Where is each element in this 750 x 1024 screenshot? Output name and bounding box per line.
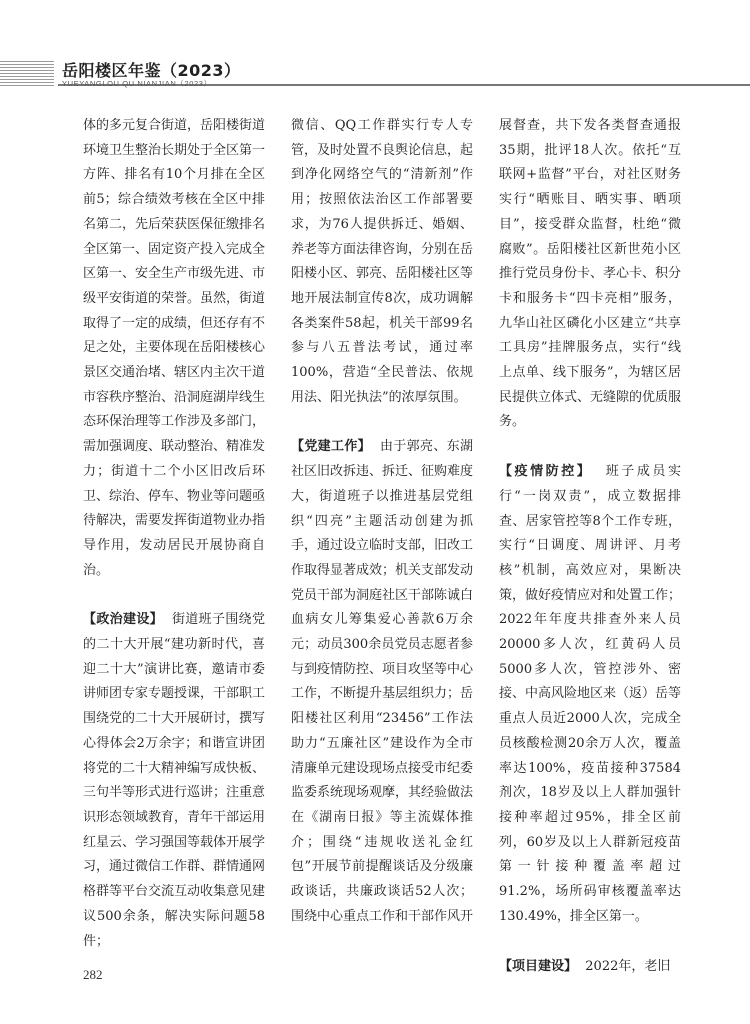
running-head-subtitle: YUEYANGLOU QU NIANJIAN（2023） (62, 79, 212, 88)
paragraph (291, 114, 473, 410)
paragraph (499, 114, 681, 435)
text-column-2 (291, 114, 473, 930)
paragraph-text: 由于郭亮、东湖社区旧改拆违、拆迁、征购难度大，街道班子以推进基层党组织“四亮”主题活动创建为抓手，通过设立临时支部，旧改工作取得显著成效；机关支部发动党员干部为洞庭社区干部陈诚白血病女儿筹集爱心善款6万余元；动员300余员党员志愿者参与到疫情防控、项目攻坚等中心工作，不断提升基层组织力；岳阳楼社区利用“23456”工作法助力“五廉社区”建设作为全市清廉单元建设现场点接受市纪委监委系统现场观摩，其经验做法在《湖南日报》等主流媒体推介；围绕“违规收送礼金红包”开展节前提醒谈话及分级廉政谈话，共廉政谈话52人次；围绕中心重点工作和干部作风开 (291, 439, 474, 924)
paragraph-text: 街道班子围绕党的二十大开展“建功新时代，喜迎二十大”演讲比赛，邀请市委讲师团专家专题授课，干部职工围绕党的二十大开展研讨，撰写心得体会2万余字；和谐宣讲团将党的二十大精神编写成快板、三句半等形式进行巡讲；注重意识形态领域教育，青年干部运用红星云、学习强国等载体开展学习，通过微信工作群、群情通网格群等平台交流互动收集意见建议500余条，解决实际问题58件； (83, 612, 266, 949)
paragraph-text: 2022年，老旧 (585, 958, 671, 974)
running-head-title: 岳阳楼区年鉴（2023） (62, 61, 241, 80)
page-number: 282 (83, 967, 103, 982)
section-heading: 【项目建设】 (499, 958, 578, 974)
text-column-1 (83, 114, 265, 954)
section-heading: 【政治建设】 (83, 612, 164, 628)
paragraph-text: 体的多元复合街道，岳阳楼街道环境卫生整治长期处于全区第一方阵、排名有10个月排在全区前5；综合绩效考核在全区中排名第二，先后荣获医保征缴排名全区第一、固定资产投入完成全区第一、安全生产市级先进、市级平安街道的荣誉。虽然，街道取得了一定的成绩，但还存有不足之处，主要体现在岳阳楼核心景区交通治堵、辖区内主次干道市容秩序整治、沿洞庭湖岸线生态环保治理等工作涉及多部门，需加强调度、联动整治、精准发力；街道十二个小区旧改后环卫、综治、停车、物业等问题亟待解决，需要发挥街道物业办指导作用，发动居民开展协商自治。 (83, 118, 266, 578)
section-heading: 【疫情防控】 (499, 464, 593, 480)
paragraph (499, 460, 681, 929)
paragraph-text: 班子成员实行“一岗双责”，成立数据排查、居家管控等8个工作专班，实行“日调度、周讲评、月考核”机制，高效应对，果断决策，做好疫情应对和处置工作；2022年年度共排查外来人员20000多人次，红黄码人员5000多人次，管控涉外、密接、中高风险地区来（返）岳等重点人员近2000人次，完成全员核酸检测20余万人次，覆盖率达100%，疫苗接种37584剂次，18岁及以上人群加强针接种率超过95%，排全区前列，60岁及以上人群新冠疫苗第一针接种覆盖率超过91.2%，场所码审核覆盖率达130.49%，排全区第一。 (499, 464, 682, 924)
header-decoration-lines (0, 61, 54, 87)
paragraph (499, 955, 681, 980)
section-heading: 【党建工作】 (291, 439, 372, 455)
paragraph (83, 114, 265, 583)
paragraph (83, 608, 265, 954)
paragraph-text: 展督查，共下发各类督查通报35期，批评18人次。依托“互联网+监督”平台，对社区财务实行“晒账目、晒实事、晒项目”，接受群众监督，杜绝“微腐败”。岳阳楼社区新世苑小区推行党员身份卡、孝心卡、积分卡和服务卡“四卡亮相”服务，九华山社区磷化小区建立“共享工具房”挂牌服务点，实行“线上点单、线下服务”，为辖区居民提供立体式、无缝隙的优质服务。 (499, 118, 682, 430)
paragraph (291, 435, 473, 929)
paragraph-text: 微信、QQ工作群实行专人专管，及时处置不良舆论信息，起到净化网络空气的“清新剂”作用；按照依法治区工作部署要求，为76人提供拆迁、婚姻、养老等方面法律咨询，分别在岳阳楼小区、郭亮、岳阳楼社区等地开展法制宣传8次，成功调解各类案件58起，机关干部99名参与八五普法考试，通过率100%，营造“全民普法、依规用法、阳光执法”的浓厚氛围。 (291, 118, 474, 405)
text-column-3 (499, 114, 681, 979)
